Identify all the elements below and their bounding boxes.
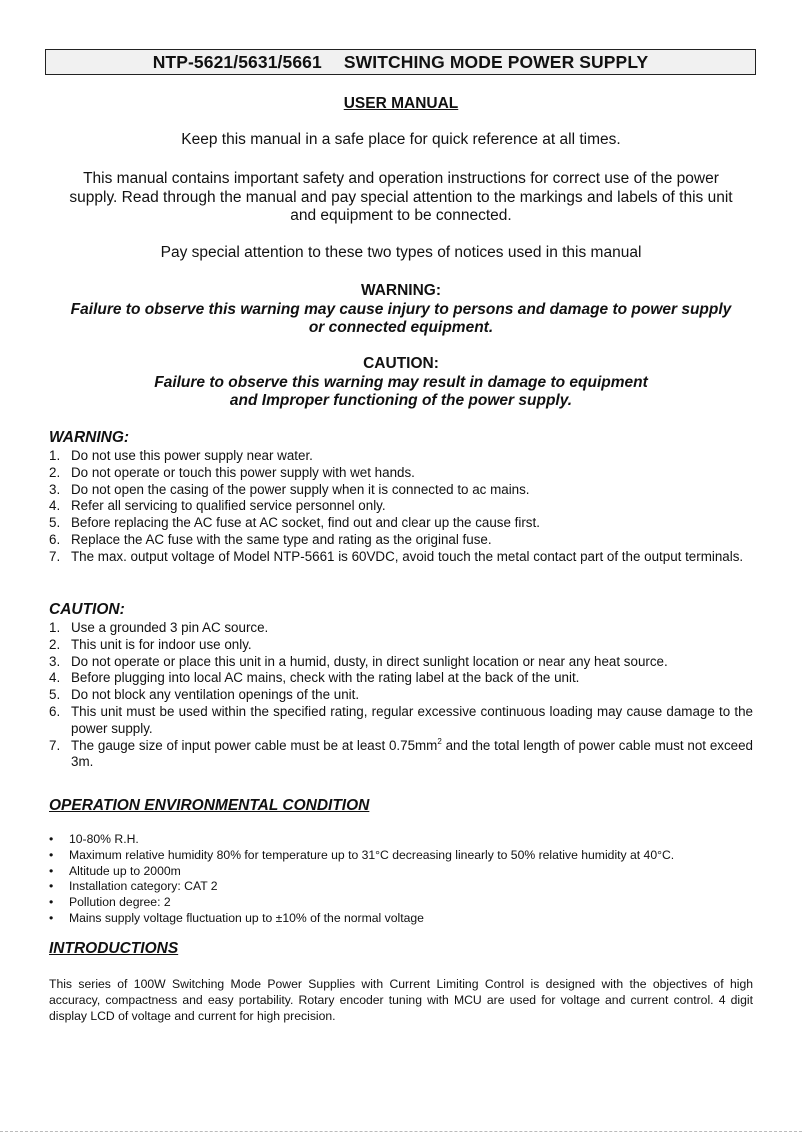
environment-heading: OPERATION ENVIRONMENTAL CONDITION <box>49 797 370 814</box>
product-name: SWITCHING MODE POWER SUPPLY <box>343 51 649 72</box>
list-item: 3. Do not open the casing of the power supply when it is connected to ac mains. <box>49 481 530 497</box>
list-item: 1. Use a grounded 3 pin AC source. <box>49 620 269 635</box>
list-item: 1. Do not use this power supply near water. <box>49 448 313 463</box>
list-item: • Mains supply voltage fluctuation up to ±10% of the normal voltage <box>49 910 424 925</box>
list-item: 4. Refer all servicing to qualified service personnel only. <box>49 498 386 514</box>
caution-notice <box>40 355 762 411</box>
introductions-paragraph: This series of 100W Switching Mode Power Supplies with Current Limiting Control is designed with the objectives of high accuracy, compactness and easy portability. Rotary encoder tuning with MCU are used for voltage and current control. 4 digit display LCD of voltage and current for high precision. <box>49 977 753 1024</box>
caution-notice-line2: and Improper functioning of the power supply. <box>229 392 573 409</box>
list-item: 3. Do not operate or place this unit in a humid, dusty, in direct sunlight location or near any heat source. <box>49 653 668 669</box>
list-item: • Altitude up to 2000m <box>49 863 181 878</box>
manual-contains-line3: and equipment to be connected. <box>290 207 512 224</box>
list-item: 2. This unit is for indoor use only. <box>49 636 252 652</box>
list-item: 7. The gauge size of input power cable must be at least $0.75mm^2$ and the total length of power cable must not exceed 3m. <box>49 736 753 770</box>
list-item: • 10-80% R.H. <box>49 832 139 846</box>
manual-contains-paragraph <box>40 170 762 226</box>
keep-manual-text: Keep this manual in a safe place for quick reference at all times. <box>181 131 621 148</box>
list-item: 5. Do not block any ventilation openings of the unit. <box>49 687 360 703</box>
title-banner <box>45 49 756 75</box>
manual-contains-line2: supply. Read through the manual and pay special attention to the markings and labels of this unit <box>69 188 733 206</box>
caution-list <box>49 620 753 771</box>
warning-notice-label: WARNING: <box>360 282 442 299</box>
environment-list <box>49 832 753 927</box>
list-item: • Maximum relative humidity 80% for temperature up to 31°C decreasing linearly to 50% relative humidity at 40°C. <box>49 847 675 862</box>
caution-notice-label: CAUTION: <box>363 355 439 372</box>
caution-notice-line1: Failure to observe this warning may result in damage to equipment <box>154 373 648 391</box>
list-item: • Installation category: CAT 2 <box>49 879 218 894</box>
warning-section-heading: WARNING: <box>49 429 130 446</box>
user-manual-heading: USER MANUAL <box>343 95 459 112</box>
notice-types-text: Pay special attention to these two types of notices used in this manual <box>160 244 642 261</box>
model-number: NTP-5621/5631/5661 <box>152 51 322 72</box>
list-item: 2. Do not operate or touch this power supply with wet hands. <box>49 464 415 480</box>
warning-list <box>49 448 753 566</box>
list-item: 4. Before plugging into local AC mains, check with the rating label at the back of the unit. <box>49 670 580 686</box>
page-bottom-edge <box>0 1131 802 1132</box>
introductions-heading: INTRODUCTIONS <box>49 940 179 957</box>
list-item: • Pollution degree: 2 <box>49 895 171 910</box>
list-item: 5. Before replacing the AC fuse at AC socket, find out and clear up the cause first. <box>49 515 540 531</box>
caution-section-heading: CAUTION: <box>49 601 125 618</box>
list-item: 7. The max. output voltage of Model NTP-5661 is 60VDC, avoid touch the metal contact part of the output terminals. <box>49 548 744 564</box>
list-item: 6. This unit must be used within the specified rating, regular excessive continuous loading may cause damage to the power supply. <box>49 703 753 736</box>
warning-notice-line2: or connected equipment. <box>308 319 494 336</box>
manual-contains-line1: This manual contains important safety and operation instructions for correct use of the power <box>83 170 719 187</box>
warning-notice-line1: Failure to observe this warning may cause injury to persons and damage to power supply <box>70 300 732 318</box>
list-item: 6. Replace the AC fuse with the same type and rating as the original fuse. <box>49 531 492 547</box>
warning-notice <box>40 282 762 338</box>
